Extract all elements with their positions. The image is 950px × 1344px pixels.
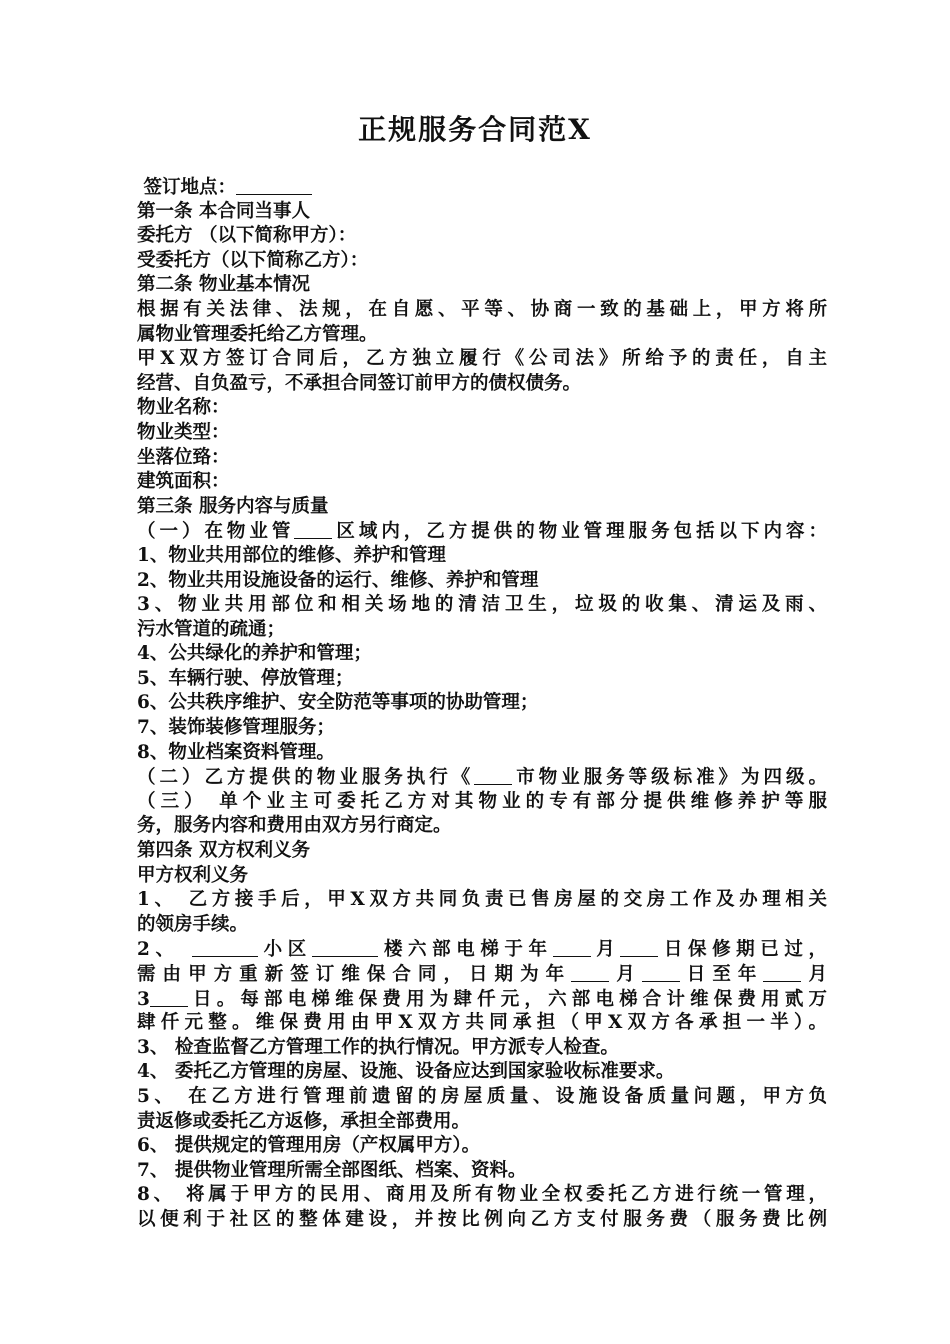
body-line: 第一条 本合同当事人	[137, 200, 310, 222]
document-title: 正规服务合同范X	[358, 113, 592, 146]
body-line: （一）在物业管 区域内，乙方提供的物业管理服务包括以下内容：	[137, 521, 827, 543]
body-line: 8、 将属于甲方的民用、商用及所有物业全权委托乙方进行统一管理，	[137, 1184, 827, 1206]
blank-field	[236, 175, 312, 195]
body-line: 4、 委托乙方管理的房屋、设施、设备应达到国家验收标准要求。	[137, 1061, 675, 1083]
body-line: 污水管道的疏通；	[137, 618, 286, 640]
body-line: 需由甲方重新签订维保合同，日期为年 月 日至年 月	[137, 964, 827, 985]
blank-field	[474, 765, 512, 785]
body-line: 第四条 双方权利义务	[137, 840, 310, 862]
body-line: 5、 在乙方进行管理前遗留的房屋质量、设施设备质量问题，甲方负	[137, 1085, 827, 1107]
body-line: 受委托方（以下简称乙方）：	[137, 249, 369, 271]
body-line: 6、公共秩序维护、安全防范等事项的协助管理；	[137, 692, 539, 714]
body-line: 8、物业档案资料管理。	[137, 741, 335, 763]
blank-field	[192, 937, 259, 957]
body-line: 3、 检查监督乙方管理工作的执行情况。甲方派专人检查。	[137, 1036, 619, 1058]
blank-field	[150, 987, 188, 1007]
blank-field	[620, 937, 658, 957]
body-line: 肆仟元整。维保费用由甲X双方共同承担（甲X双方各承担一半）。	[137, 1012, 827, 1034]
body-line: 责返修或委托乙方返修，承担全部费用。	[137, 1110, 471, 1132]
body-line: （二）乙方提供的物业服务执行《 市物业服务等级标准》为四级。	[137, 767, 827, 789]
body-line: 务，服务内容和费用由双方另行商定。	[137, 815, 452, 837]
body-line: 签订地点：	[137, 175, 827, 200]
body-line: 物业名称：	[137, 397, 230, 419]
body-line: 经营、自负盈亏，不承担合同签订前甲方的债权债务。	[137, 372, 582, 394]
body-line: 第二条 物业基本情况	[137, 274, 310, 296]
body-line: 1、物业共用部位的维修、养护和管理	[137, 544, 446, 566]
body-line: 7、 提供物业管理所需全部图纸、档案、资料。	[137, 1159, 527, 1181]
body-line: 甲方权利义务	[137, 864, 249, 886]
body-line: 4、公共绿化的养护和管理；	[137, 643, 372, 665]
body-line: （三） 单个业主可委托乙方对其物业的专有部分提供维修养护等服	[137, 790, 827, 812]
body-line: 6、 提供规定的管理用房（产权属甲方）。	[137, 1135, 481, 1157]
blank-field	[763, 962, 801, 982]
body-line: 物业类型：	[137, 421, 230, 443]
blank-field	[312, 937, 379, 957]
blank-field	[553, 937, 591, 957]
body-line: 2、 小区 楼六部电梯于年 月 日保修期已过，	[137, 939, 827, 961]
body-line: 以便利于社区的整体建设，并按比例向乙方支付服务费（服务费比例	[137, 1208, 827, 1230]
document-body	[137, 175, 827, 1233]
body-line: 3 日。每部电梯维保费用为肆仟元，六部电梯合计维保费用贰万	[137, 988, 827, 1010]
blank-field	[294, 519, 332, 539]
body-line: 委托方 （以下简称甲方）：	[137, 225, 357, 247]
body-line: 1、 乙方接手后，甲X双方共同负责已售房屋的交房工作及办理相关	[137, 889, 827, 911]
body-line: 第三条 服务内容与质量	[137, 495, 329, 517]
body-line: 甲X双方签订合同后，乙方独立履行《公司法》所给予的责任，自主	[137, 348, 827, 370]
body-line: 7、装饰装修管理服务；	[137, 717, 335, 739]
body-line: 属物业管理委托给乙方管理。	[137, 323, 378, 345]
blank-field	[571, 962, 609, 982]
body-line: 根据有关法律、法规，在自愿、平等、协商一致的基础上，甲方将所	[137, 298, 827, 320]
body-line: 坐落位臵：	[137, 446, 230, 468]
blank-field	[642, 962, 680, 982]
body-line: 的领房手续。	[137, 913, 249, 935]
body-line: 5、车辆行驶、停放管理；	[137, 667, 354, 689]
body-line: 建筑面积：	[137, 471, 230, 493]
body-line: 2、物业共用设施设备的运行、维修、养护和管理	[137, 569, 539, 591]
body-line: 3、物业共用部位和相关场地的清洁卫生，垃圾的收集、清运及雨、	[137, 594, 827, 616]
